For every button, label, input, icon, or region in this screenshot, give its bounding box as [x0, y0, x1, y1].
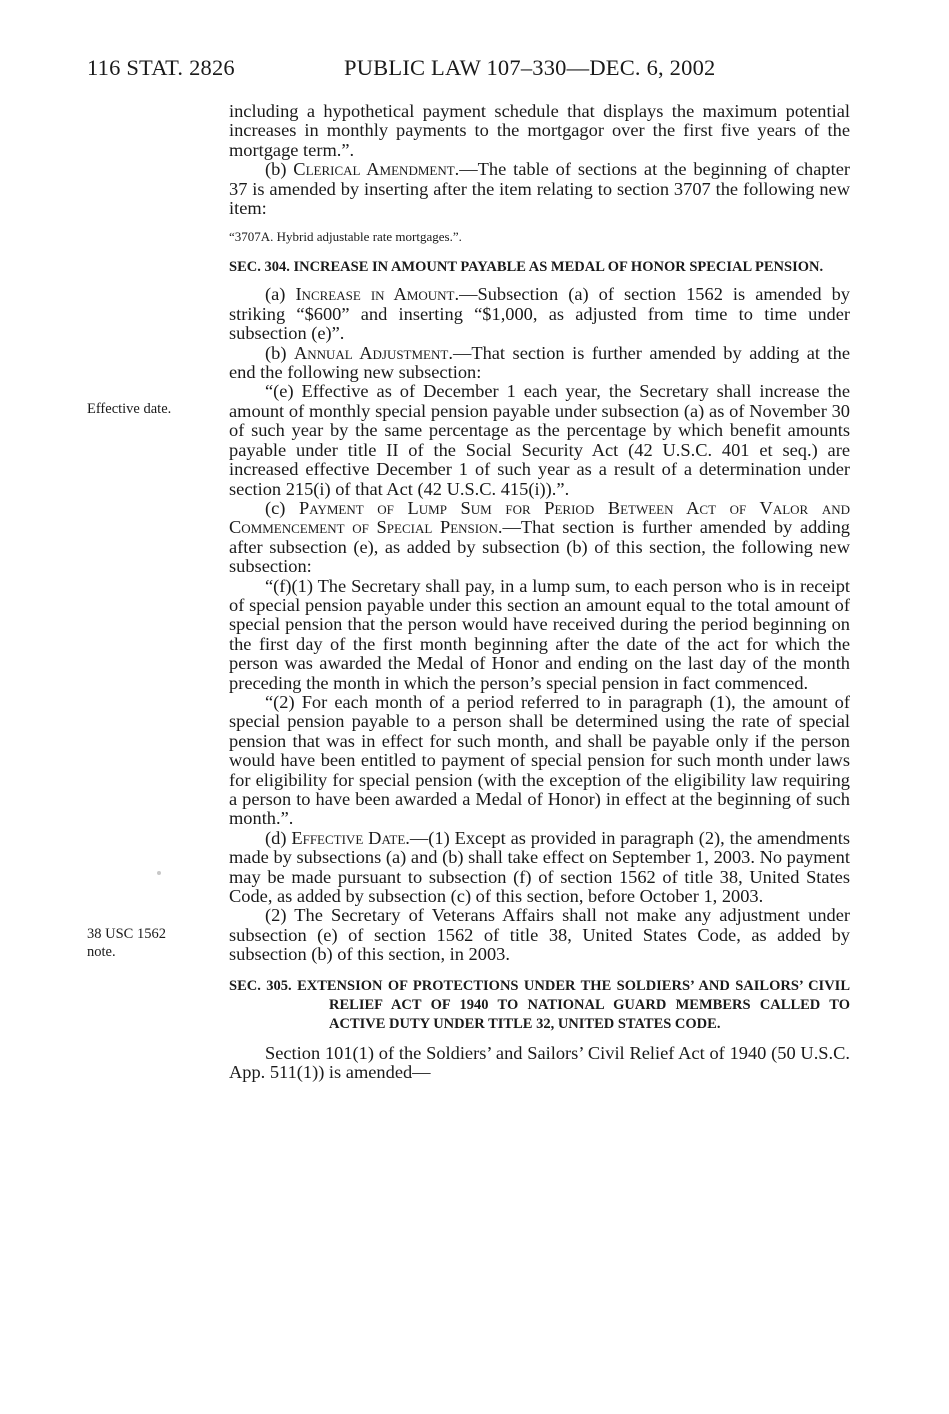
paragraph-lump-sum — [229, 499, 850, 577]
margin-note-usc — [87, 925, 207, 961]
subsection-heading: Payment of Lump Sum for Period Between Act of Valor and Commencement of Special Pension — [229, 497, 850, 538]
margin-note-usc-line1: 38 USC 1562 — [87, 926, 166, 942]
subsection-label: (c) — [265, 497, 300, 518]
subsection-heading: Annual Adjustment — [293, 342, 449, 363]
paragraph-annual-adjustment — [229, 344, 850, 383]
subsection-text: .—That section is further amended by adding after subsection (e), as added by subsection (b) of this section, the following new subsection: — [229, 517, 850, 577]
subsection-label: (d) — [265, 827, 292, 848]
page-reference: 116 STAT. 2826 — [87, 55, 235, 80]
section-304-heading: SEC. 304. INCREASE IN AMOUNT PAYABLE AS MEDAL OF HONOR SPECIAL PENSION. — [229, 259, 824, 276]
subsection-text: .—(1) Except as provided in paragraph (2), the amendments made by subsections (a) and (b) shall take effect on September 1, 2003. No payment may be made pursuant to subsection (f) of section 1562 of title 38, United States Code, as added by subsection (c) of this section, before October 1, 2003. — [229, 827, 850, 907]
margin-note-usc-line2: note. — [87, 944, 116, 960]
paragraph-effective-date — [229, 829, 850, 907]
subsection-heading: Effective Date — [291, 827, 406, 848]
running-head: PUBLIC LAW 107–330—DEC. 6, 2002 — [344, 55, 716, 80]
margin-dot — [157, 871, 161, 875]
subsection-label: (a) — [265, 284, 296, 305]
paragraph-no-adjustment-2003: (2) The Secretary of Veterans Affairs shall not make any adjustment under subsection (e) of section 1562 of title 38, United States Code, as added by subsection (b) of this section, in 2003. — [229, 905, 850, 965]
paragraph-section-101-amendment: Section 101(1) of the Soldiers’ and Sailors’ Civil Relief Act of 1940 (50 U.S.C. App. 511(1)) is amended— — [229, 1042, 850, 1083]
paragraph-continuation: including a hypothetical payment schedule that displays the maximum potential increases in monthly payments to the mortgagor over the first five years of the mortgage term.”. — [229, 101, 850, 160]
subsection-text: .—The table of sections at the beginning of chapter 37 is amended by inserting after the item relating to section 3707 the following new item: — [229, 159, 851, 219]
table-item-3707a: “3707A. Hybrid adjustable rate mortgages.”. — [229, 229, 462, 245]
subsection-heading: Increase in Amount — [295, 284, 455, 305]
paragraph-subsection-f2: “(2) For each month of a period referred to in paragraph (1), the amount of special pension payable to a person shall be determined using the rate of special pension that was in effect for such month, and shall be payable only if the person would have been entitled to payment of special pension for such month under laws for eligibility for special pension (with the exception of the eligibility law requiring a person to have been awarded a Medal of Honor) in effect at the beginning of such month.”. — [229, 691, 850, 829]
section-305-heading: SEC. 305. EXTENSION OF PROTECTIONS UNDER THE SOLDIERS’ AND SAILORS’ CIVIL RELIEF ACT OF 1940 TO NATIONAL GUARD MEMBERS CALLED TO ACTIVE DUTY UNDER TITLE 32, UNITED STATES CODE. — [229, 977, 850, 1032]
paragraph-clerical-amendment — [229, 160, 850, 218]
main-text-column — [229, 102, 850, 1082]
subsection-label: (b) — [265, 159, 294, 180]
margin-note-effective-date: Effective date. — [87, 401, 172, 417]
paragraph-subsection-e: “(e) Effective as of December 1 each year, the Secretary shall increase the amount of monthly special pension payable under subsection (a) as of November 30 of such year by the same percentage as the percentage by which benefit amounts payable under title II of the Social Security Act (42 U.S.C. 401 et seq.) are increased effective December 1 of such year as a result of a determination under section 215(i) of that Act (42 U.S.C. 415(i)).”. — [229, 381, 850, 499]
subsection-heading: Clerical Amendment — [293, 159, 455, 180]
paragraph-subsection-f1: “(f)(1) The Secretary shall pay, in a lump sum, to each person who is in receipt of special pension payable under this section an amount equal to the total amount of special pension that the person would have received during the period beginning on the first day of the first month beginning after the date of the act for which the person was awarded the Medal of Honor and ending on the last day of the month preceding the month in which the person’s special pension in fact commenced. — [229, 575, 850, 693]
subsection-text: .—That section is further amended by adding at the end the following new subsection: — [229, 342, 850, 383]
subsection-text: .—Subsection (a) of section 1562 is amended by striking “$600” and inserting “$1,000, as adjusted from time to time under subsection (e)”. — [229, 284, 850, 344]
paragraph-increase-in-amount — [229, 285, 850, 343]
subsection-label: (b) — [265, 342, 294, 363]
